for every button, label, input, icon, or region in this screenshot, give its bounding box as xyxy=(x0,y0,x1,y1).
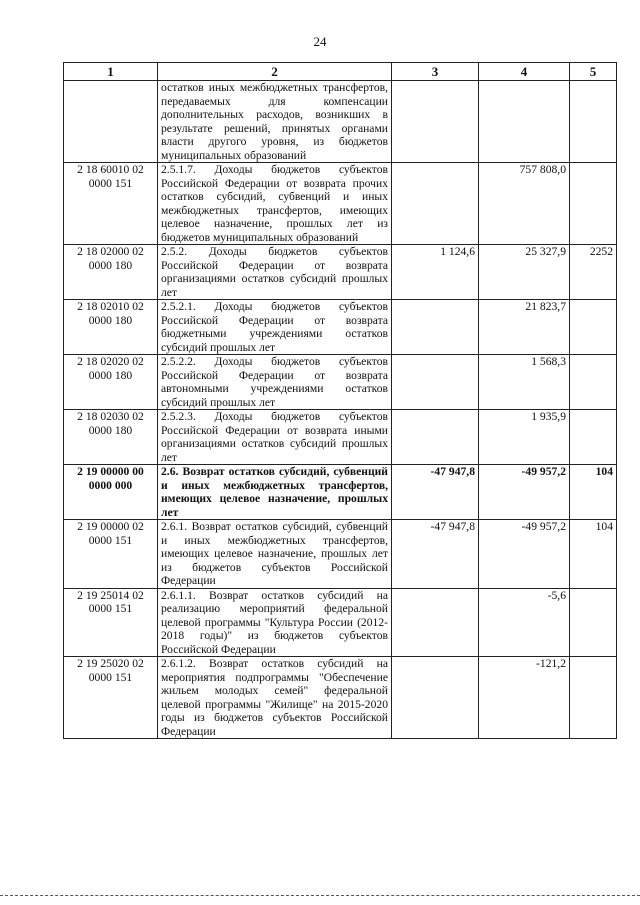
budget-code: 2 18 02010 02 0000 180 xyxy=(64,300,158,355)
row-description: 2.6. Возврат остатков субсидий, субвенций и иных межбюджетных трансфертов, имеющих целевое назначение, прошлых лет xyxy=(158,465,392,520)
table-row xyxy=(64,245,617,300)
value-col5 xyxy=(570,300,617,355)
budget-table xyxy=(63,62,617,739)
value-col5: 2252 xyxy=(570,245,617,300)
table-row xyxy=(64,657,617,739)
column-header-4: 4 xyxy=(479,63,570,81)
value-col3: 1 124,6 xyxy=(392,245,479,300)
value-col3 xyxy=(392,355,479,410)
column-header-5: 5 xyxy=(570,63,617,81)
value-col3 xyxy=(392,657,479,739)
value-col4 xyxy=(479,81,570,163)
row-description: 2.5.2. Доходы бюджетов субъектов Российской Федерации от возврата организациями остатков субсидий прошлых лет xyxy=(158,245,392,300)
row-description: 2.6.1. Возврат остатков субсидий, субвенций и иных межбюджетных трансфертов, имеющих целевое назначение, прошлых лет из бюджетов субъектов Российской Федерации xyxy=(158,520,392,589)
value-col4: -5,6 xyxy=(479,588,570,657)
value-col3: -47 947,8 xyxy=(392,465,479,520)
budget-code: 2 18 02030 02 0000 180 xyxy=(64,410,158,465)
table-row xyxy=(64,163,617,245)
value-col3 xyxy=(392,588,479,657)
row-description: остатков иных межбюджетных трансфертов, передаваемых для компенсации дополнительных расходов, возникших в результате решений, принятых органами власти другого уровня, из бюджетов муниципальных образований xyxy=(158,81,392,163)
row-description: 2.5.2.1. Доходы бюджетов субъектов Российской Федерации от возврата бюджетными учреждениями остатков субсидий прошлых лет xyxy=(158,300,392,355)
value-col5 xyxy=(570,81,617,163)
row-description: 2.6.1.2. Возврат остатков субсидий на мероприятия подпрограммы "Обеспечение жильем молодых семей" федеральной целевой программы "Жилище" на 2015-2020 годы из бюджетов субъектов Российской Федерации xyxy=(158,657,392,739)
table-row xyxy=(64,81,617,163)
value-col5 xyxy=(570,410,617,465)
value-col3 xyxy=(392,163,479,245)
header-row xyxy=(64,63,617,81)
page-bottom-rule xyxy=(0,895,640,896)
table-row xyxy=(64,300,617,355)
value-col5: 104 xyxy=(570,465,617,520)
value-col4: -49 957,2 xyxy=(479,520,570,589)
value-col3 xyxy=(392,81,479,163)
value-col4: -49 957,2 xyxy=(479,465,570,520)
row-description: 2.5.1.7. Доходы бюджетов субъектов Российской Федерации от возврата прочих остатков субсидий, субвенций и иных межбюджетных трансфертов, имеющих целевое назначение, прошлых лет из бюджетов муниципальных образований xyxy=(158,163,392,245)
column-header-1: 1 xyxy=(64,63,158,81)
budget-code xyxy=(64,81,158,163)
budget-code: 2 18 02000 02 0000 180 xyxy=(64,245,158,300)
budget-code: 2 19 25020 02 0000 151 xyxy=(64,657,158,739)
table-row xyxy=(64,410,617,465)
value-col4: 757 808,0 xyxy=(479,163,570,245)
value-col4: 1 935,9 xyxy=(479,410,570,465)
value-col4: 21 823,7 xyxy=(479,300,570,355)
value-col5: 104 xyxy=(570,520,617,589)
budget-code: 2 18 60010 02 0000 151 xyxy=(64,163,158,245)
table-row xyxy=(64,520,617,589)
table-row xyxy=(64,355,617,410)
value-col4: -121,2 xyxy=(479,657,570,739)
value-col5 xyxy=(570,657,617,739)
value-col4: 25 327,9 xyxy=(479,245,570,300)
value-col4: 1 568,3 xyxy=(479,355,570,410)
value-col5 xyxy=(570,163,617,245)
table-row-total xyxy=(64,465,617,520)
page-number: 24 xyxy=(313,34,327,49)
value-col5 xyxy=(570,588,617,657)
value-col3 xyxy=(392,410,479,465)
budget-code: 2 19 00000 00 0000 000 xyxy=(64,465,158,520)
value-col5 xyxy=(570,355,617,410)
budget-code: 2 19 00000 02 0000 151 xyxy=(64,520,158,589)
value-col3: -47 947,8 xyxy=(392,520,479,589)
column-header-2: 2 xyxy=(158,63,392,81)
budget-code: 2 19 25014 02 0000 151 xyxy=(64,588,158,657)
column-header-3: 3 xyxy=(392,63,479,81)
row-description: 2.5.2.2. Доходы бюджетов субъектов Российской Федерации от возврата автономными учреждениями остатков субсидий прошлых лет xyxy=(158,355,392,410)
value-col3 xyxy=(392,300,479,355)
row-description: 2.6.1.1. Возврат остатков субсидий на реализацию мероприятий федеральной целевой программы "Культура России (2012-2018 годы)" из бюджетов субъектов Российской Федерации xyxy=(158,588,392,657)
table-row xyxy=(64,588,617,657)
row-description: 2.5.2.3. Доходы бюджетов субъектов Российской Федерации от возврата иными организациями остатков субсидий прошлых лет xyxy=(158,410,392,465)
budget-code: 2 18 02020 02 0000 180 xyxy=(64,355,158,410)
